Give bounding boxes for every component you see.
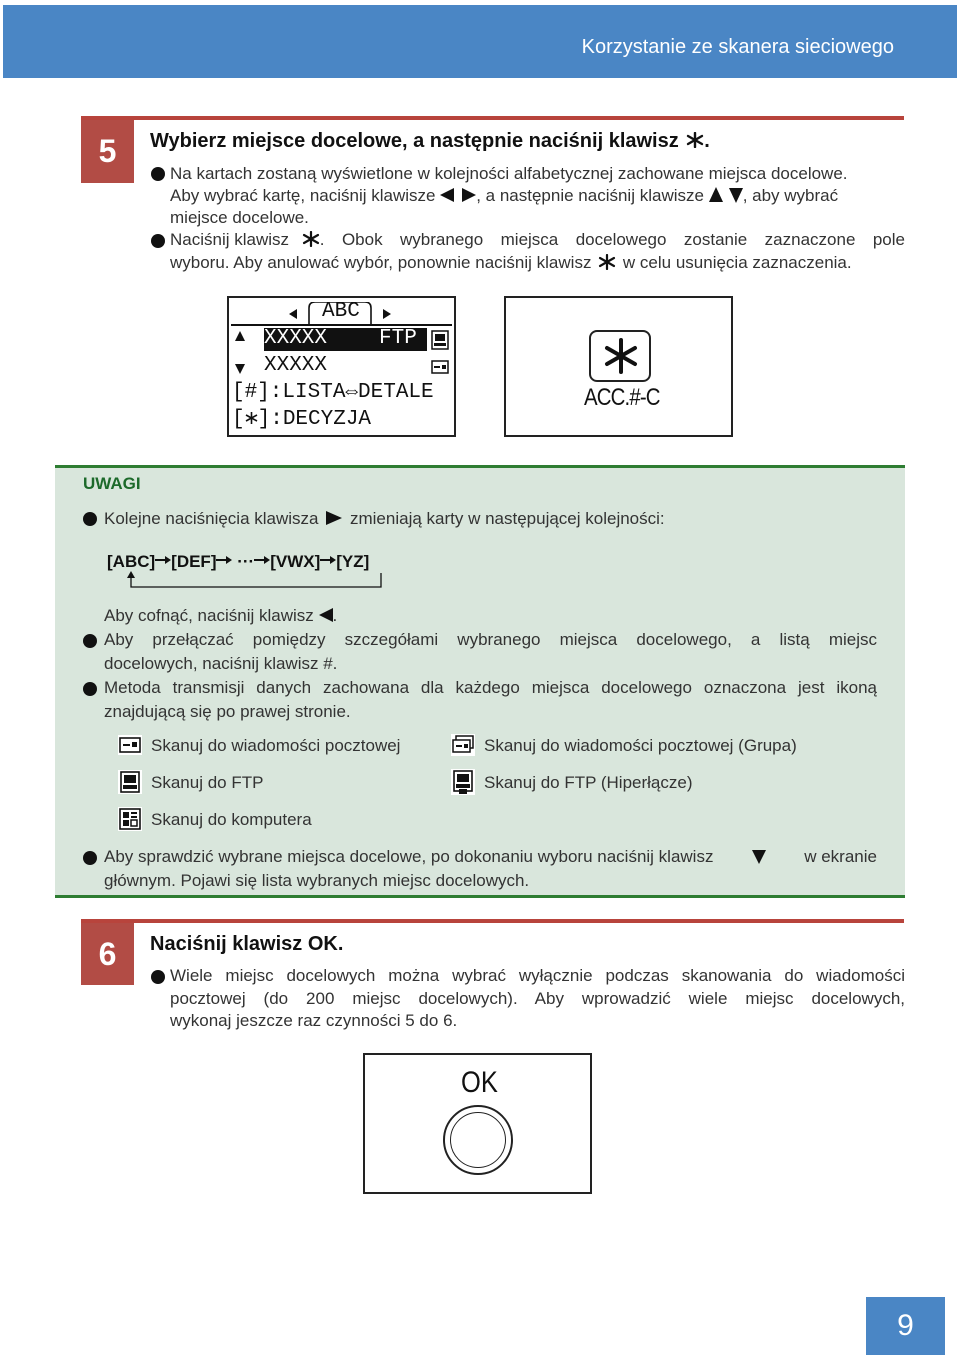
step5-bullet1-line2: Aby wybrać kartę, naciśnij klawisze , a następnie naciśnij klawisze , aby wybrać [170, 186, 839, 205]
step5-bullet1-line1: Na kartach zostaną wyświetlone w kolejności alfabetycznej zachowane miejsca docelowe. [170, 164, 848, 183]
asterisk-key-icon [598, 254, 616, 270]
legend-ftp: Skanuj do FTP [151, 773, 264, 792]
down-arrow-icon [752, 850, 766, 864]
lcd-row1-method: FTP [379, 327, 417, 350]
left-right-arrow-icon [440, 188, 476, 202]
asterisk-key-icon [302, 231, 320, 247]
lcd-line4: [ ]:DECYZJA [232, 408, 372, 431]
arrow-icon [320, 555, 336, 567]
legend-email-group: Skanuj do wiadomości pocztowej (Grupa) [484, 736, 797, 755]
bullet [83, 851, 97, 865]
key-label: ACC.#-C [584, 384, 660, 411]
step6-rule [81, 919, 904, 923]
asterisk-key-button [589, 330, 651, 382]
step5-heading [150, 130, 710, 153]
step6-bullet1-line3: wykonaj jeszcze raz czynności 5 do 6. [170, 1011, 458, 1030]
legend-computer: Skanuj do komputera [151, 810, 312, 829]
arrow-icon [216, 555, 232, 567]
ftp-icon [118, 770, 142, 794]
step6-number: 6 [81, 923, 134, 985]
note2-line2: docelowych, naciśnij klawisz #. [104, 654, 338, 673]
legend-email: Skanuj do wiadomości pocztowej [151, 736, 401, 755]
step5-heading-text: Wybierz miejsce docelowe, a następnie naciśnij klawisz [150, 130, 679, 152]
step6-bullet1-line1: Wiele miejsc docelowych można wybrać wyłącznie podczas skanowania do wiadomości [170, 966, 905, 985]
note2-line1: Aby przełączać pomiędzy szczegółami wybranego miejsca docelowego, a listą miejsc [104, 630, 877, 649]
header-title: Korzystanie ze skanera sieciowego [581, 36, 894, 58]
up-down-arrow-icon [709, 187, 743, 203]
left-arrow-icon [319, 608, 333, 622]
lcd-tab-label: ABC [322, 300, 360, 323]
bullet [83, 634, 97, 648]
note-back: Aby cofnąć, naciśnij klawisz . [104, 606, 338, 625]
bullet [151, 167, 165, 181]
bullet [151, 970, 165, 984]
bullet [151, 234, 165, 248]
lcd-row1-name: XXXXX [264, 327, 328, 350]
bullet [83, 682, 97, 696]
ok-key-label: OK [461, 1066, 498, 1099]
down-arrow-icon [235, 364, 245, 374]
step5-bullet2-line2: wyboru. Aby anulować wybór, ponownie naciśnij klawisz w celu usunięcia zaznaczenia. [170, 253, 852, 272]
step5-number: 5 [81, 120, 134, 183]
legend-ftp-hyperlink: Skanuj do FTP (Hiperłącze) [484, 773, 693, 792]
arrow-icon [155, 555, 171, 567]
lcd-row2-name: XXXXX [264, 354, 328, 377]
ok-key-panel [363, 1053, 592, 1194]
asterisk-key-icon [604, 338, 638, 374]
computer-icon [118, 807, 142, 831]
note1: Kolejne naciśnięcia klawisza zmieniają karty w następującej kolejności: [104, 509, 665, 528]
lcd-display [227, 296, 456, 437]
note3-line1: Metoda transmisji danych zachowana dla każdego miejsca docelowego oznaczona jest ikoną [104, 678, 877, 697]
right-arrow-icon [326, 511, 342, 525]
email-group-icon [451, 734, 475, 756]
note3-line2: znajdującą się po prawej stronie. [104, 702, 351, 721]
bullet [83, 512, 97, 526]
step5-heading-end: . [704, 130, 710, 152]
page-number: 9 [866, 1297, 945, 1355]
asterisk-key-icon [245, 410, 258, 426]
lcd-line3: [#]:LISTA⇔DETALE [232, 381, 434, 404]
ftp-hyperlink-icon [451, 769, 475, 795]
lcd-tab-line [231, 324, 452, 326]
up-arrow-icon [235, 331, 245, 341]
step5-rule [81, 116, 904, 120]
ftp-icon [431, 330, 449, 350]
tab-sequence: [ABC] [DEF] ··· [VWX] [YZ] [107, 552, 370, 571]
arrow-icon [254, 555, 270, 567]
ok-key-inner-ring [450, 1112, 506, 1168]
asterisk-key-icon [686, 132, 704, 148]
notes-title: UWAGI [83, 474, 141, 493]
note4-line2: głównym. Pojawi się lista wybranych miejsc docelowych. [104, 871, 530, 890]
step5-bullet2-line1: Naciśnij klawisz . Obok wybranego miejsca docelowego zostanie zaznaczone pole [170, 230, 905, 249]
step5-bullet1-line3: miejsce docelowe. [170, 208, 309, 227]
email-icon [431, 360, 449, 374]
key-panel [504, 296, 733, 437]
step6-bullet1-line2: pocztowej (do 200 miejsc docelowych). Aby wprowadzić wiele miejsc docelowych, [170, 989, 905, 1008]
email-icon [118, 735, 142, 755]
note4-line1: Aby sprawdzić wybrane miejsca docelowe, po dokonaniu wyboru naciśnij klawisz w ekranie [104, 847, 877, 866]
return-loop-arrow [126, 571, 386, 591]
ok-key-button [443, 1105, 513, 1175]
step6-heading: Naciśnij klawisz OK. [150, 933, 344, 955]
